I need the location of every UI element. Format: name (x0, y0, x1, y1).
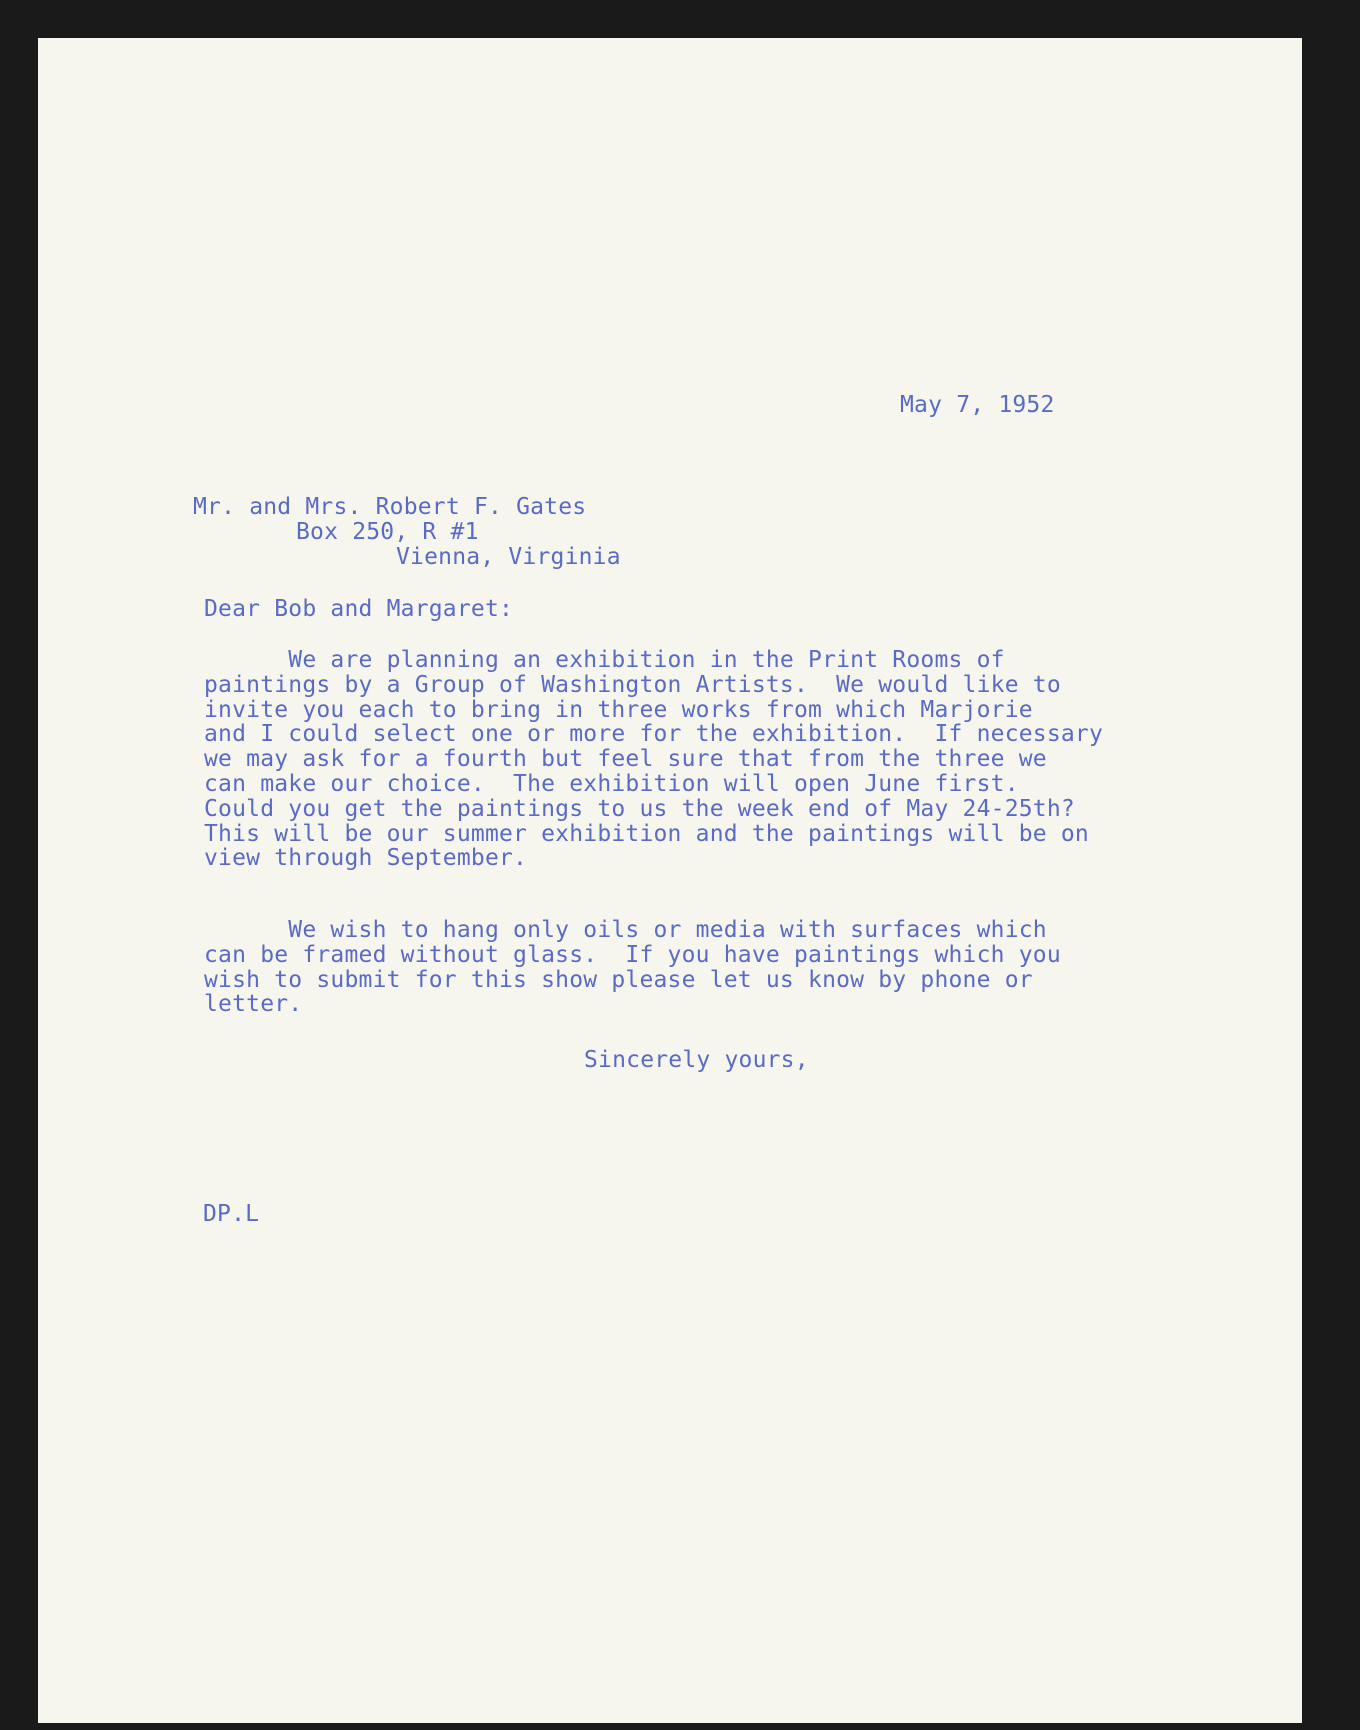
sender-initials: DP.L (203, 1201, 260, 1227)
body-paragraph-1: We are planning an exhibition in the Print Rooms of paintings by a Group of Washington Artists. We would like to invite you each to bring in three works from which Marjorie and I could select one or more for the exhibition. If necessary we may ask for a fourth but feel sure that from the three we can make our choice. The exhibition will open June first. Could you get the paintings to us the week end of May 24-25th? This will be our summer exhibition and the paintings will be on view through September. (204, 647, 1104, 872)
recipient-name: Mr. and Mrs. Robert F. Gates (193, 494, 587, 520)
letter-date: May 7, 1952 (900, 392, 1055, 418)
recipient-address-line-2: Vienna, Virginia (396, 544, 621, 570)
salutation: Dear Bob and Margaret: (204, 596, 514, 622)
letter-page (38, 38, 1302, 1723)
recipient-address-line-1: Box 250, R #1 (296, 519, 479, 545)
body-paragraph-2: We wish to hang only oils or media with surfaces which can be framed without glass. If you have paintings which you wish to submit for this show please let us know by phone or letter. (204, 917, 1061, 1018)
closing: Sincerely yours, (584, 1047, 809, 1073)
